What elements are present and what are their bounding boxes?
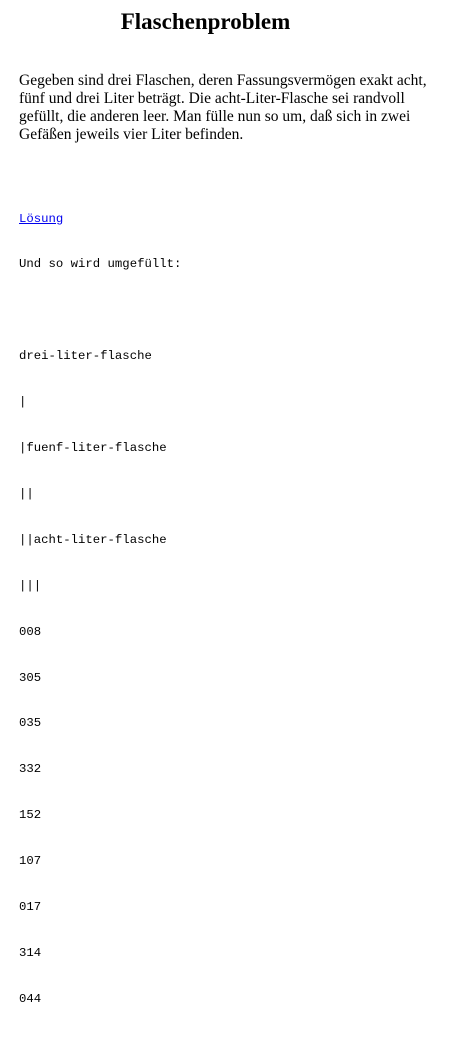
- step-line: 008: [19, 624, 42, 639]
- header-line: ||: [19, 486, 34, 501]
- header-line: |fuenf-liter-flasche: [19, 441, 167, 456]
- header-line: |||: [19, 578, 42, 593]
- solution-intro: Und so wird umgefüllt:: [19, 257, 182, 272]
- header-line: |: [19, 395, 27, 410]
- step-line: 314: [19, 945, 42, 960]
- intro-line: Gefäßen jeweils vier Liter befinden.: [19, 126, 244, 143]
- solution-link[interactable]: Lösung: [19, 211, 64, 226]
- step-line: 017: [19, 899, 42, 914]
- problem-description: [19, 72, 439, 144]
- solution-block: [19, 181, 181, 1038]
- intro-line: gefüllt, die anderen leer. Man fülle nun so um, daß sich in zwei: [19, 108, 411, 125]
- step-line: 035: [19, 716, 42, 731]
- header-line: ||acht-liter-flasche: [19, 532, 167, 547]
- step-line: 107: [19, 854, 42, 869]
- blank-line: [19, 303, 181, 318]
- header-line: drei-liter-flasche: [19, 349, 152, 364]
- intro-line: fünf und drei Liter beträgt. Die acht-Liter-Flasche sei randvoll: [19, 90, 405, 107]
- page-title: Flaschenproblem: [120, 9, 291, 34]
- step-line: 305: [19, 670, 42, 685]
- step-line: 152: [19, 808, 42, 823]
- intro-line: Gegeben sind drei Flaschen, deren Fassungsvermögen exakt acht,: [19, 72, 427, 89]
- step-line: 332: [19, 762, 42, 777]
- step-line: 044: [19, 991, 42, 1006]
